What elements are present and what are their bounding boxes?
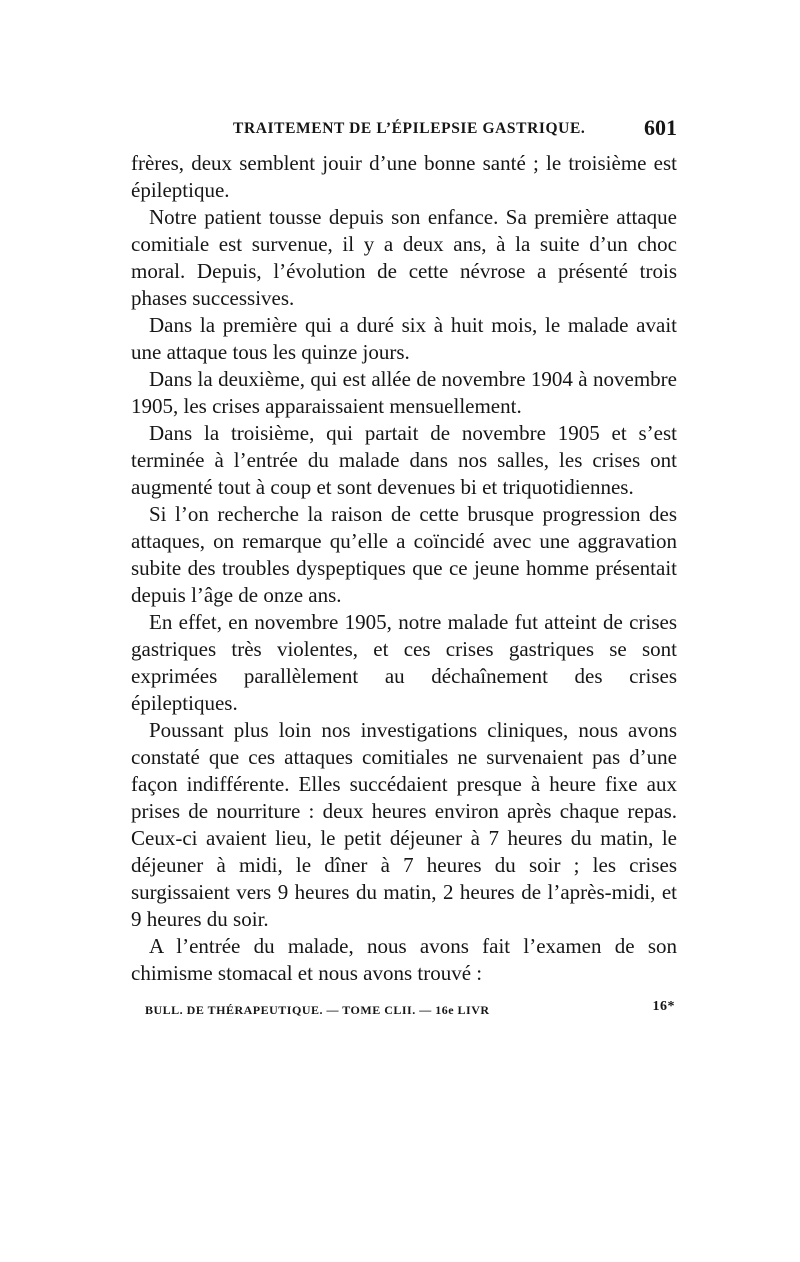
paragraph: Dans la troisième, qui partait de novembre 1905 et s’est terminée à l’entrée du malade dans nos salles, les crises ont augmenté tout à coup et sont devenues bi et triquotidiennes.: [131, 421, 677, 499]
paragraph: A l’entrée du malade, nous avons fait l’examen de son chimisme stomacal et nous avons trouvé :: [131, 934, 677, 985]
paragraph: Dans la première qui a duré six à huit mois, le malade avait une attaque tous les quinze jours.: [131, 313, 677, 364]
running-head: [131, 112, 677, 150]
paragraph: frères, deux semblent jouir d’une bonne santé ; le troisième est épileptique.: [131, 151, 677, 202]
paragraph: Poussant plus loin nos investigations cliniques, nous avons constaté que ces attaques comitiales ne survenaient pas d’une façon indifférente. Elles succédaient presque à heure fixe aux prises de nourriture : deux heures environ après chaque repas. Ceux-ci avaient lieu, le petit déjeuner à 7 heures du matin, le déjeuner à midi, le dîner à 7 heures du soir ; les crises surgissaient vers 9 heures du matin, 2 heures de l’après-midi, et 9 heures du soir.: [131, 718, 677, 931]
paragraph: En effet, en novembre 1905, notre malade fut atteint de crises gastriques très violentes, et ces crises gastriques se sont exprimées parallèlement au déchaînement des crises épileptiques.: [131, 610, 677, 715]
paragraph: Dans la deuxième, qui est allée de novembre 1904 à novembre 1905, les crises apparaissaient mensuellement.: [131, 367, 677, 418]
page-number: 601: [644, 115, 677, 140]
paragraph: Si l’on recherche la raison de cette brusque progression des attaques, on remarque qu’elle a coïncidé avec une aggravation subite des troubles dyspeptiques que ce jeune homme présentait depuis l’âge de onze ans.: [131, 502, 677, 607]
signature-mark: 16*: [652, 999, 675, 1014]
paragraph: Notre patient tousse depuis son enfance. Sa première attaque comitiale est survenue, il y a deux ans, à la suite d’un choc moral. Depuis, l’évolution de cette névrose a présenté trois phases successives.: [131, 205, 677, 310]
body-text: [131, 150, 677, 987]
page-footer: [131, 999, 677, 1023]
footer-citation: BULL. DE THÉRAPEUTIQUE. — TOME CLII. — 16e LIVR: [145, 1003, 490, 1017]
running-title: TRAITEMENT DE L’ÉPILEPSIE GASTRIQUE.: [233, 120, 586, 137]
book-page: [131, 112, 677, 1023]
